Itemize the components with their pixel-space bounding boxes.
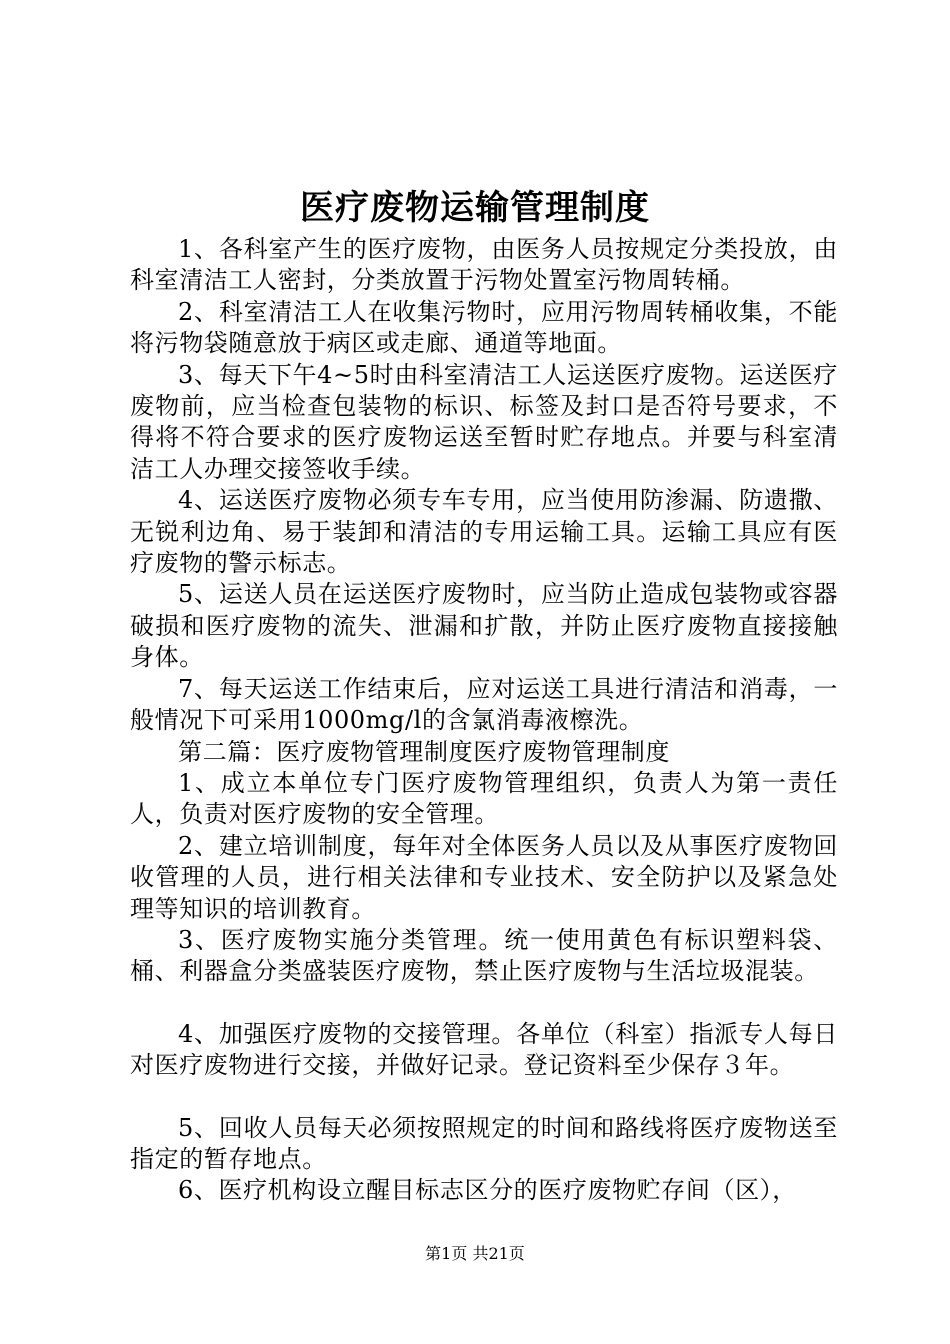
document-title: 医疗废物运输管理制度 <box>300 188 650 228</box>
paragraph: 5、回收人员每天必须按照规定的时间和路线将医疗废物送至指定的暂存地点。 <box>130 1113 838 1173</box>
section-heading: 第二篇：医疗废物管理制度医疗废物管理制度 <box>178 737 670 766</box>
paragraph: 5、运送人员在运送医疗废物时，应当防止造成包装物或容器破损和医疗废物的流失、泄漏和扩散，并防止医疗废物直接接触身体。 <box>130 580 838 672</box>
paragraph: 4、加强医疗废物的交接管理。各单位（科室）指派专人每日对医疗废物进行交接，并做好记录。登记资料至少保存３年。 <box>130 1019 838 1080</box>
paragraph: 2、建立培训制度，每年对全体医务人员以及从事医疗废物回收管理的人员，进行相关法律和专业技术、安全防护以及紧急处理等知识的培训教育。 <box>130 831 838 923</box>
paragraph: 3、每天下午4~5时由科室清洁工人运送医疗废物。运送医疗废物前，应当检查包装物的标识、标签及封口是否符号要求，不得将不符合要求的医疗废物运送至暂时贮存地点。并要与科室清洁工人办理交接签收手续。 <box>130 360 838 483</box>
paragraph: 1、各科室产生的医疗废物，由医务人员按规定分类投放，由科室清洁工人密封，分类放置于污物处置室污物周转桶。 <box>130 235 838 295</box>
paragraph: 2、科室清洁工人在收集污物时，应用污物周转桶收集，不能将污物袋随意放于病区或走廊、通道等地面。 <box>130 297 838 358</box>
paragraph: 3、医疗废物实施分类管理。统一使用黄色有标识塑料袋、桶、利器盒分类盛装医疗废物，禁止医疗废物与生活垃圾混装。 <box>130 925 838 986</box>
paragraph: 4、运送医疗废物必须专车专用，应当使用防渗漏、防遗撒、无锐利边角、易于装卸和清洁的专用运输工具。运输工具应有医疗废物的警示标志。 <box>130 486 838 578</box>
paragraph: 1、成立本单位专门医疗废物管理组织，负责人为第一责任人，负责对医疗废物的安全管理。 <box>130 768 838 829</box>
page-number: 第1页 共21页 <box>425 1244 525 1263</box>
document-body <box>130 234 838 1207</box>
paragraph: 6、医疗机构设立醒目标志区分的医疗废物贮存间（区）， <box>178 1176 797 1205</box>
paragraph: 7、每天运送工作结束后，应对运送工具进行清洁和消毒，一般情况下可采用1000mg/l的含氯消毒液檫洗。 <box>130 674 838 735</box>
